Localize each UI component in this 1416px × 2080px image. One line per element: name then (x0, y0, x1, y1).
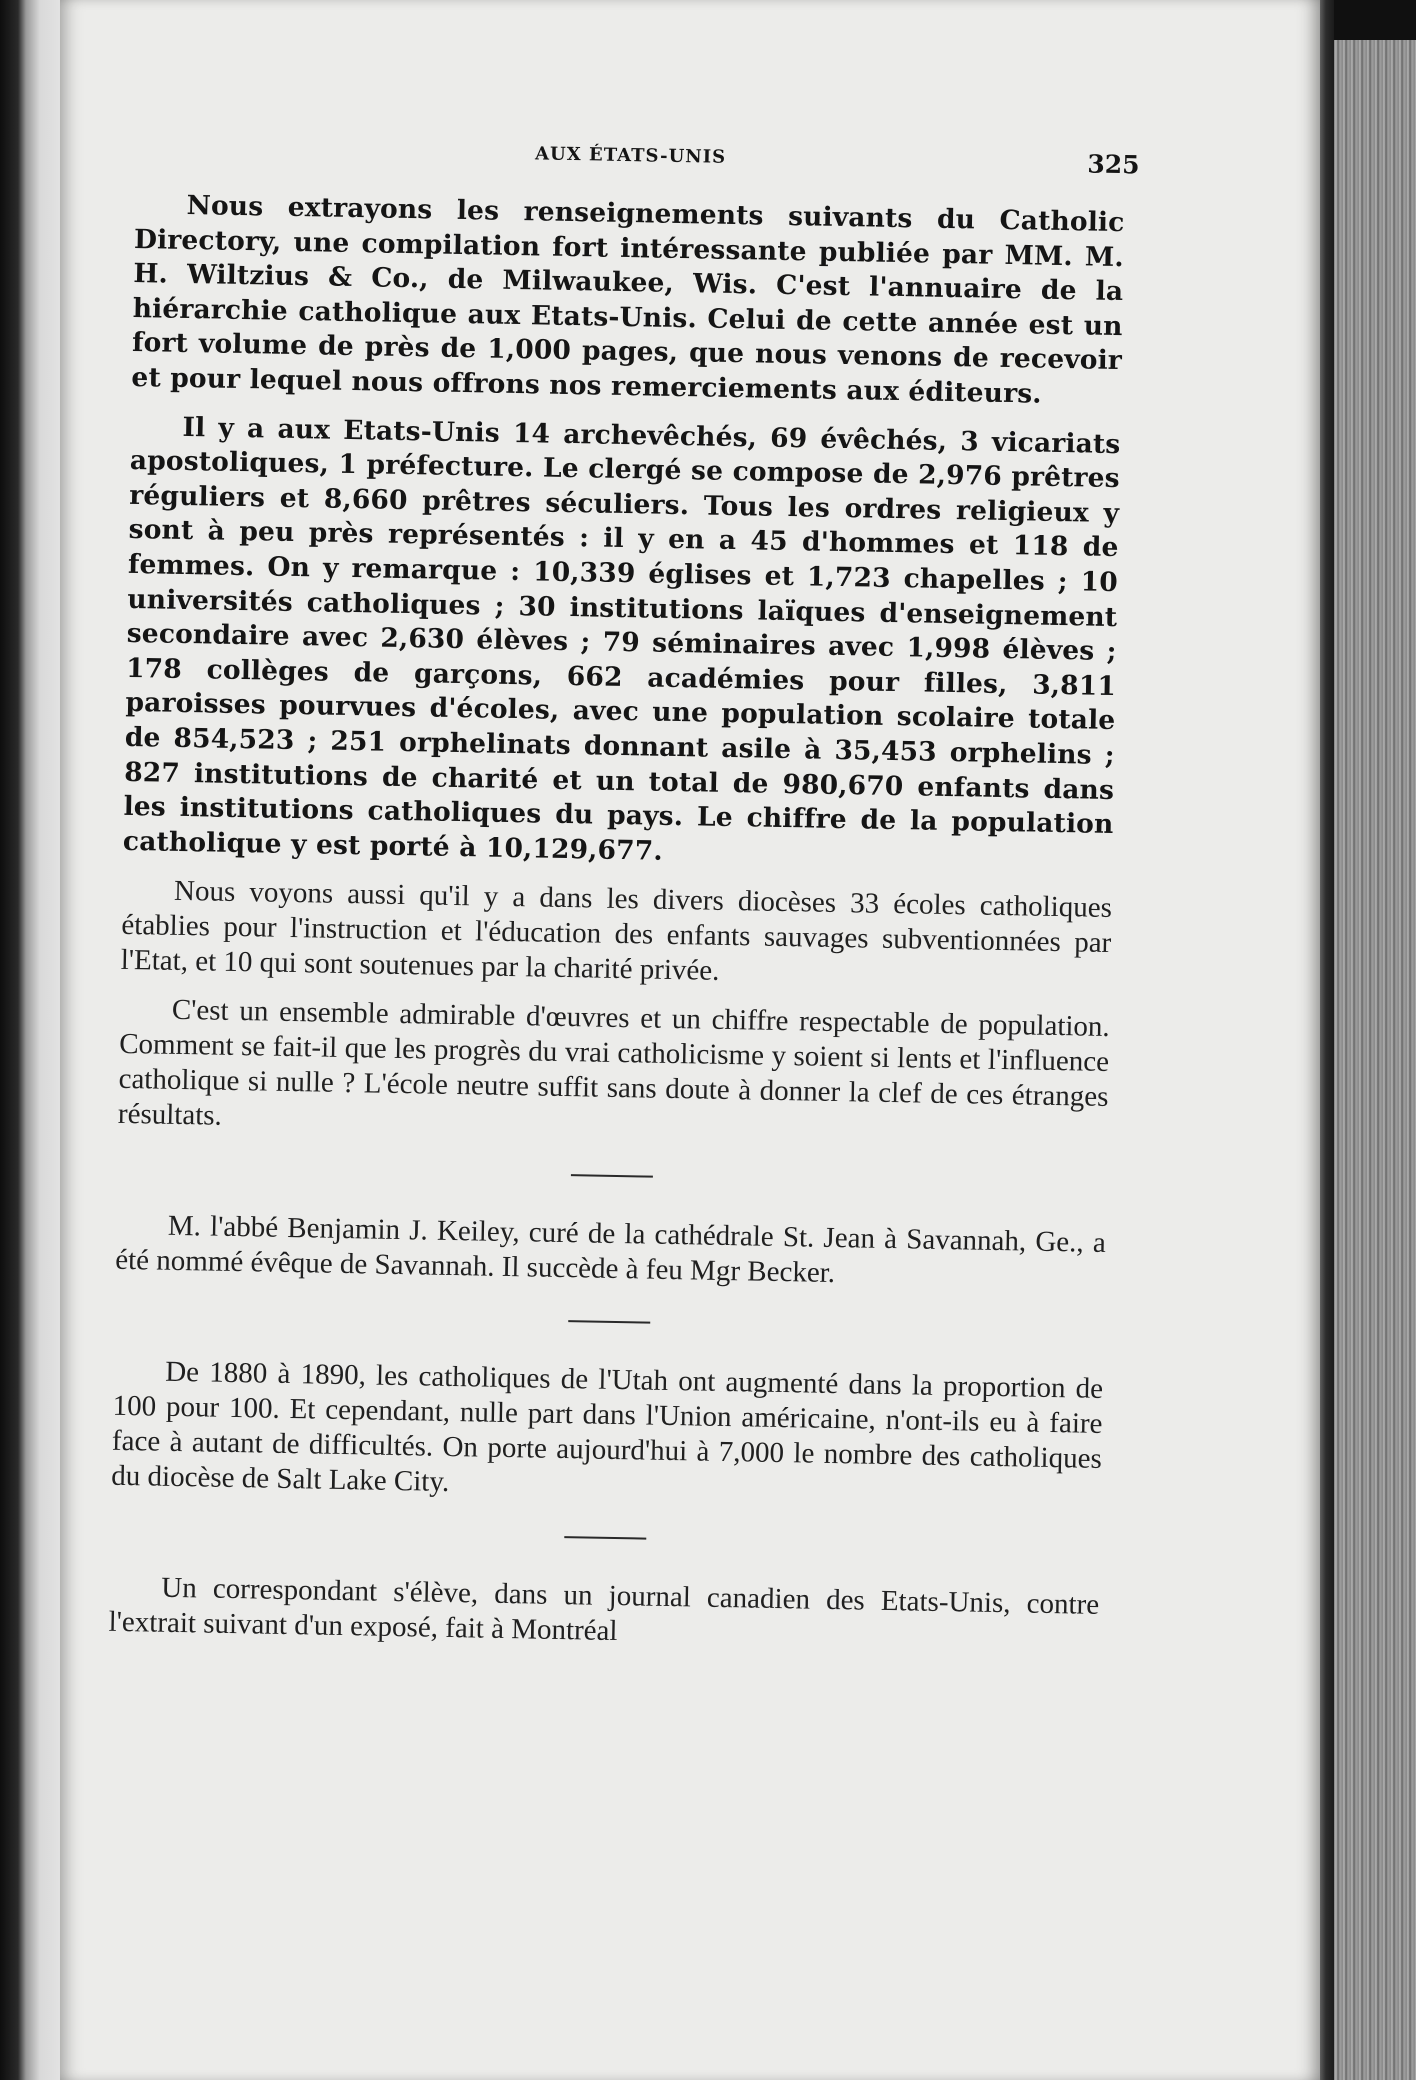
paragraph-utah: De 1880 à 1890, les catholiques de l'Utah ont augmenté dans la proportion de 100 pour 100. Et cependant, nulle part dans l'Union américaine, n'ont-ils eu à faire face à autant de difficultés. On porte aujourd'hui à 7,000 le nombre des catholiques du diocèse de Salt Lake City. (111, 1356, 1104, 1499)
book-page-edges (1334, 40, 1416, 2080)
page-header (135, 130, 1140, 188)
page-number: 325 (1087, 149, 1140, 180)
paragraph-correspondent: Un correspondant s'élève, dans un journal canadien des Etats-Unis, contre l'extrait suivant d'un exposé, fait à Montréal (108, 1571, 1100, 1648)
paragraph-neutral-school: C'est un ensemble admirable d'œuvres et un chiffre respectable de population. Comment se fait-il que les progrès du vrai catholicisme y soient si lents et l'influence catholique si nulle ? L'école neutre suffit sans doute à donner la clef de ces étranges résultats. (117, 994, 1111, 1133)
paragraph-indian-schools: Nous voyons aussi qu'il y a dans les divers diocèses 33 écoles catholiques établies pour l'instruction et l'éducation des enfants sauvages subventionnées par l'Etat, et 10 qui sont soutenues par la charité privée. (120, 875, 1113, 988)
section-separator (564, 1536, 646, 1540)
paragraph-catholic-directory: Nous extrayons les renseignements suivants du Catholic Directory, une compilation fort intéressante publiée par MM. M. H. Wiltzius & Co., de Milwaukee, Wis. C'est l'annuaire de la hiérarchie catholique aux Etats-Unis. Celui de cette année est un fort volume de près de 1,000 pages, que nous venons de recevoir et pour lequel nous offrons nos remerciements aux éditeurs. (131, 189, 1125, 410)
book-page (60, 0, 1320, 2080)
paragraph-statistics: Il y a aux Etats-Unis 14 archevêchés, 69 évêchés, 3 vicariats apostoliques, 1 préfecture. Le clergé se compose de 2,976 prêtres réguliers et 8,660 prêtres séculiers. Tous les ordres religieux y sont à peu près représentés : il y en a 45 d'hommes et 118 de femmes. On y remarque : 10,339 églises et 1,723 chapelles ; 10 universités catholiques ; 30 institutions laïques d'enseignement secondaire avec 2,630 élèves ; 79 séminaires avec 1,998 élèves ; 178 collèges de garçons, 662 académies pour filles, 3,811 paroisses pourvues d'écoles, avec une population scolaire totale de 854,523 ; 251 orphelinats donnant asile à 35,453 orphelins ; 827 institutions de charité et un total de 980,670 enfants dans les institutions catholiques du pays. Le chiffre de la population catholique y est porté à 10,129,677. (122, 411, 1121, 867)
section-separator (568, 1320, 650, 1324)
paragraph-bishop-keiley: M. l'abbé Benjamin J. Keiley, curé de la cathédrale St. Jean à Savannah, Ge., a été nommé évêque de Savannah. Il succède à feu Mgr Becker. (114, 1210, 1107, 1290)
running-head: AUX ÉTATS-UNIS (534, 143, 727, 168)
page-text-block (108, 130, 1140, 1672)
section-separator (571, 1174, 653, 1178)
